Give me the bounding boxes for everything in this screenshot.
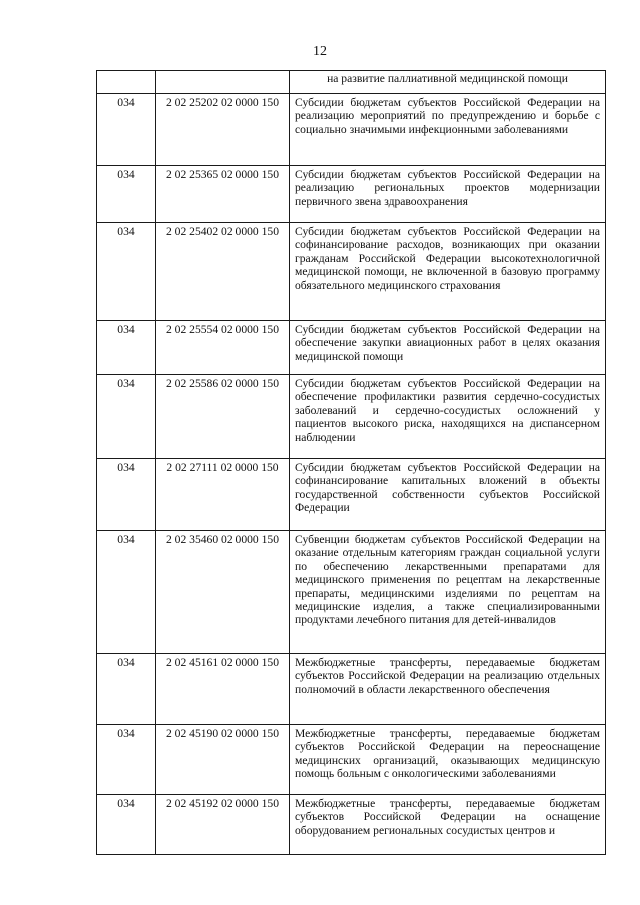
budget-code-cell: [156, 71, 290, 94]
budget-code-cell: 2 02 35460 02 0000 150: [156, 531, 290, 654]
admin-code-cell: 034: [97, 223, 156, 321]
income-name-cell: Субсидии бюджетам субъектов Российской Федерации на софинансирование капитальных вложений в объекты государственной собственности субъектов Российской Федерации: [290, 459, 606, 531]
table-row: [97, 459, 606, 531]
table-row: [97, 71, 606, 94]
table-row: [97, 223, 606, 321]
budget-code-cell: 2 02 45192 02 0000 150: [156, 795, 290, 855]
table-row: [97, 795, 606, 855]
admin-code-cell: 034: [97, 166, 156, 223]
income-name-cell: на развитие паллиативной медицинской помощи: [290, 71, 606, 94]
budget-code-cell: 2 02 25402 02 0000 150: [156, 223, 290, 321]
admin-code-cell: [97, 71, 156, 94]
budget-code-cell: 2 02 25365 02 0000 150: [156, 166, 290, 223]
income-name-cell: Субсидии бюджетам субъектов Российской Федерации на софинансирование расходов, возникающих при оказании гражданам Российской Федерации высокотехнологичной медицинской помощи, не включенной в базовую программу обязательного медицинского страхования: [290, 223, 606, 321]
table-row: [97, 531, 606, 654]
table-row: [97, 166, 606, 223]
budget-classification-table: [96, 70, 606, 855]
page-number: 12: [313, 44, 327, 59]
admin-code-cell: 034: [97, 375, 156, 459]
budget-code-cell: 2 02 45190 02 0000 150: [156, 725, 290, 795]
admin-code-cell: 034: [97, 321, 156, 375]
table-row: [97, 375, 606, 459]
table-row: [97, 94, 606, 166]
income-name-cell: Субсидии бюджетам субъектов Российской Федерации на обеспечение профилактики развития сердечно-сосудистых заболеваний и сердечно-сосудистых осложнений у пациентов высокого риска, находящихся на диспансерном наблюдении: [290, 375, 606, 459]
income-name-cell: Субвенции бюджетам субъектов Российской Федерации на оказание отдельным категориям граждан социальной услуги по обеспечению лекарственными препаратами для медицинского применения по рецептам на лекарственные препараты, медицинскими изделиями по рецептам на медицинские изделия, а также специализированными продуктами лечебного питания для детей-инвалидов: [290, 531, 606, 654]
table-row: [97, 321, 606, 375]
budget-code-cell: 2 02 27111 02 0000 150: [156, 459, 290, 531]
budget-code-cell: 2 02 25202 02 0000 150: [156, 94, 290, 166]
admin-code-cell: 034: [97, 725, 156, 795]
income-name-cell: Межбюджетные трансферты, передаваемые бюджетам субъектов Российской Федерации на реализацию отдельных полномочий в области лекарственного обеспечения: [290, 654, 606, 725]
table-row: [97, 654, 606, 725]
table-row: [97, 725, 606, 795]
income-name-cell: Субсидии бюджетам субъектов Российской Федерации на реализацию мероприятий по предупреждению и борьбе с социально значимыми инфекционными заболеваниями: [290, 94, 606, 166]
income-name-cell: Межбюджетные трансферты, передаваемые бюджетам субъектов Российской Федерации на переоснащение медицинских организаций, оказывающих медицинскую помощь больным с онкологическими заболеваниями: [290, 725, 606, 795]
income-name-cell: Межбюджетные трансферты, передаваемые бюджетам субъектов Российской Федерации на оснащение оборудованием региональных сосудистых центров и: [290, 795, 606, 855]
budget-code-cell: 2 02 25586 02 0000 150: [156, 375, 290, 459]
income-name-cell: Субсидии бюджетам субъектов Российской Федерации на обеспечение закупки авиационных работ в целях оказания медицинской помощи: [290, 321, 606, 375]
admin-code-cell: 034: [97, 94, 156, 166]
admin-code-cell: 034: [97, 531, 156, 654]
admin-code-cell: 034: [97, 795, 156, 855]
admin-code-cell: 034: [97, 654, 156, 725]
budget-code-cell: 2 02 45161 02 0000 150: [156, 654, 290, 725]
income-name-cell: Субсидии бюджетам субъектов Российской Федерации на реализацию региональных проектов модернизации первичного звена здравоохранения: [290, 166, 606, 223]
budget-code-cell: 2 02 25554 02 0000 150: [156, 321, 290, 375]
admin-code-cell: 034: [97, 459, 156, 531]
